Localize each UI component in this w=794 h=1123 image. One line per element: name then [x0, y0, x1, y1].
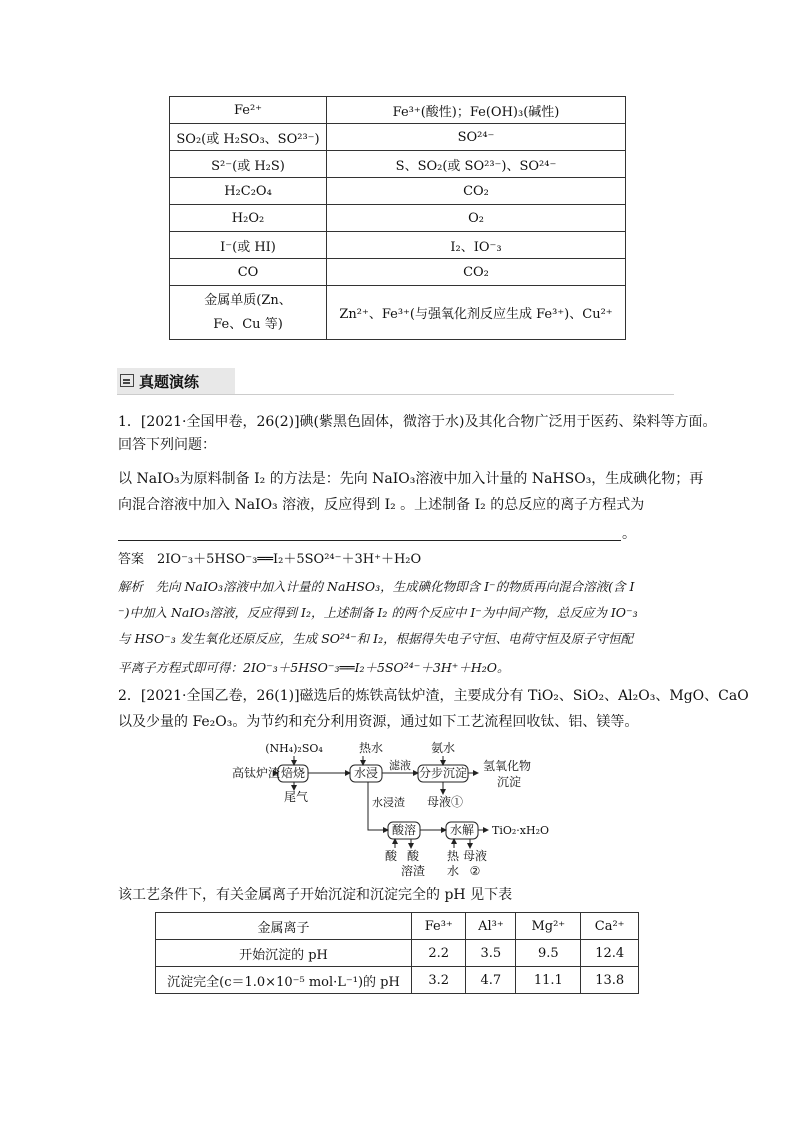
table-cell: CO — [170, 259, 327, 286]
label-start: 高钛炉渣 — [232, 766, 281, 780]
label-mother2-num: ② — [469, 864, 481, 878]
question-1-line: 1．[2021·全国甲卷，26(2)]碘(紫黑色固体，微溶于水)及其化合物广泛用于医药、染料等方面。 — [118, 414, 717, 430]
analysis-line: 解析 先向 NaIO₃溶液中加入计量的 NaHSO₃，生成碘化物即含 I⁻的物质再向混合溶液(含 I — [118, 579, 635, 594]
table-cell: S²⁻(或 H₂S) — [170, 151, 327, 178]
table-cell: CO₂ — [327, 259, 626, 286]
label-filtrate: 滤液 — [389, 759, 411, 772]
section-header — [117, 368, 235, 394]
table-row — [170, 232, 626, 259]
section-divider — [117, 394, 674, 395]
label-acid-residue: 酸 — [406, 849, 420, 863]
label-product1a: 氢氧化物 — [483, 759, 532, 773]
table-row — [156, 940, 639, 967]
table-row — [156, 967, 639, 994]
table-cell: I⁻(或 HI) — [170, 232, 327, 259]
ph-table — [155, 912, 639, 994]
table-row — [170, 151, 626, 178]
table-cell: I₂、IO⁻₃ — [327, 232, 626, 259]
question-1-period: 。 — [622, 526, 636, 542]
table-cell: Fe²⁺ — [170, 97, 327, 124]
table-header-cell: Mg²⁺ — [516, 913, 581, 940]
label-acid: 酸 — [384, 849, 398, 863]
question-2-line: 该工艺条件下，有关金属离子开始沉淀和沉淀完全的 pH 见下表 — [118, 887, 513, 903]
table-cell: 11.1 — [516, 967, 581, 994]
label-reagent1: (NH₄)₂SO₄ — [265, 742, 323, 755]
table-cell — [170, 286, 327, 340]
table-cell: SO²⁴⁻ — [327, 124, 626, 151]
table-row — [170, 286, 626, 340]
label-box5: 水解 — [449, 823, 475, 837]
cell-line: 金属单质(Zn、 — [204, 292, 292, 308]
question-1-line: 向混合溶液中加入 NaIO₃ 溶液，反应得到 I₂ 。上述制备 I₂ 的总反应的离子方程式为 — [118, 497, 645, 513]
cell-line: Fe、Cu 等) — [213, 316, 283, 332]
table-cell: CO₂ — [327, 178, 626, 205]
list-icon — [120, 374, 134, 387]
label-hot-water: 热 — [446, 849, 460, 863]
question-1-line: 以 NaIO₃为原料制备 I₂ 的方法是：先向 NaIO₃溶液中加入计量的 NaHSO₃，生成碘化物；再 — [118, 471, 704, 487]
table-cell: SO₂(或 H₂SO₃、SO²³⁻) — [170, 124, 327, 151]
table-cell: H₂O₂ — [170, 205, 327, 232]
table-cell: 沉淀完全(c＝1.0×10⁻⁵ mol·L⁻¹)的 pH — [156, 967, 412, 994]
table-cell: 13.8 — [581, 967, 639, 994]
question-2-line: 以及少量的 Fe₂O₃。为节约和充分利用资源，通过如下工艺流程回收钛、铝、镁等。 — [118, 714, 639, 730]
oxidant-product-table — [169, 96, 626, 340]
label-acid-residue-2: 溶渣 — [400, 864, 426, 878]
label-reagent3: 氨水 — [430, 741, 456, 755]
answer-blank — [118, 540, 621, 541]
label-mother2: 母液 — [462, 849, 488, 863]
table-cell: H₂C₂O₄ — [170, 178, 327, 205]
table-cell: S、SO₂(或 SO²³⁻)、SO²⁴⁻ — [327, 151, 626, 178]
label-product2: TiO₂·xH₂O — [492, 824, 550, 837]
table-cell: 4.7 — [466, 967, 516, 994]
analysis-line: 与 HSO⁻₃ 发生氧化还原反应，生成 SO²⁴⁻和 I₂，根据得失电子守恒、电荷守恒及原子守恒配 — [118, 631, 634, 646]
label-residue: 水浸渣 — [372, 796, 405, 809]
table-cell: Fe³⁺(酸性)；Fe(OH)₃(碱性) — [327, 97, 626, 124]
table-row — [170, 124, 626, 151]
table-cell: 3.2 — [412, 967, 466, 994]
label-box4: 酸溶 — [391, 823, 417, 837]
table-header-cell: Ca²⁺ — [581, 913, 639, 940]
table-header-cell: 金属离子 — [156, 913, 412, 940]
table-cell: 12.4 — [581, 940, 639, 967]
table-row — [170, 178, 626, 205]
label-out1: 尾气 — [283, 790, 309, 804]
table-header-cell: Fe³⁺ — [412, 913, 466, 940]
analysis-line: ⁻)中加入 NaIO₃溶液，反应得到 I₂，上述制备 I₂ 的两个反应中 I⁻为中间产物，总反应为 IO⁻₃ — [118, 605, 638, 620]
label-hot-water-2: 水 — [446, 864, 460, 878]
label-product1b: 沉淀 — [497, 775, 522, 789]
answer-line: 答案 2IO⁻₃＋5HSO⁻₃══I₂＋5SO²⁴⁻＋3H⁺＋H₂O — [118, 552, 422, 567]
table-cell: 开始沉淀的 pH — [156, 940, 412, 967]
question-2-line: 2．[2021·全国乙卷，26(1)]磁选后的炼铁高钛炉渣，主要成分有 TiO₂、SiO₂、Al₂O₃、MgO、CaO — [118, 688, 749, 704]
analysis-line: 平离子方程式即可得：2IO⁻₃＋5HSO⁻₃══I₂＋5SO²⁴⁻＋3H⁺＋H₂O。 — [118, 660, 510, 675]
process-flow-diagram — [232, 741, 570, 882]
table-cell: O₂ — [327, 205, 626, 232]
table-row — [170, 97, 626, 124]
table-row — [170, 259, 626, 286]
table-header-cell: Al³⁺ — [466, 913, 516, 940]
table-cell: Zn²⁺、Fe³⁺(与强氧化剂反应生成 Fe³⁺)、Cu²⁺ — [327, 286, 626, 340]
table-header-row — [156, 913, 639, 940]
table-cell: 3.5 — [466, 940, 516, 967]
label-box2: 水浸 — [353, 766, 379, 780]
section-title: 真题演练 — [139, 373, 200, 391]
label-mother1: 母液① — [426, 795, 464, 809]
label-reagent2: 热水 — [358, 741, 384, 755]
label-box1: 焙烧 — [280, 766, 306, 780]
label-box3: 分步沉淀 — [418, 766, 468, 780]
table-cell: 2.2 — [412, 940, 466, 967]
table-cell: 9.5 — [516, 940, 581, 967]
question-1-line: 回答下列问题： — [118, 437, 216, 453]
table-row — [170, 205, 626, 232]
